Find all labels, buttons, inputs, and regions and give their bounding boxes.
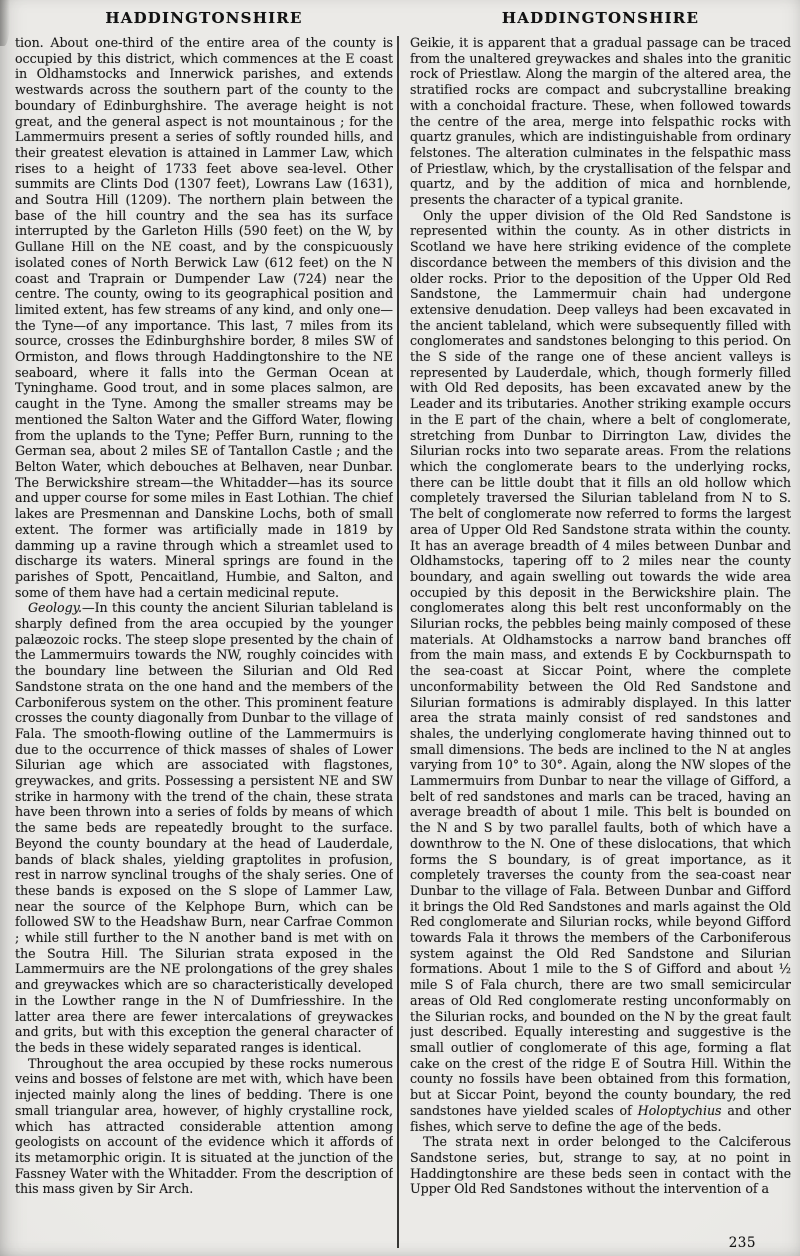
paragraph xyxy=(410,35,791,208)
text-run: —In this county the ancient Silurian tableland is sharply defined from the area occupied by the younger palæozoic rocks. The steep slope presented by the chain of the Lammermuirs towards the NW, roughly coincides with the boundary line between the Silurian and Old Red Sandstone strata on the one hand and the members of the Carboniferous system on the other. This prominent feature crosses the county diagonally from Dunbar to the village of Fala. The smooth-flowing outline of the Lammermuirs is due to the occurrence of thick masses of shales of Lower Silurian age which are associated with flagstones, greywackes, and grits. Possessing a persistent NE and SW strike in harmony with the trend of the chain, these strata have been thrown into a series of folds by means of which the same beds are repeatedly brought to the surface. Beyond the county boundary at the head of Lauderdale, bands of black shales, yielding graptolites in profusion, rest in narrow synclinal troughs of the shaly series. One of these bands is exposed on the S slope of Lammer Law, near the source of the Kelphope Burn, which can be followed SW to the Headshaw Burn, near Carfrae Common ; while still further to the N another band is met with on the Soutra Hill. The Silurian strata exposed in the Lammermuirs are the NE prolongations of the grey shales and greywackes which are so characteristically developed in the Lowther range in the N of Dumfriesshire. In the latter area there are fewer intercalations of greywackes and grits, but with this exception the general character of the beds in these widely separated ranges is identical. xyxy=(15,600,393,1055)
paragraph xyxy=(15,600,393,1055)
paragraph xyxy=(15,1056,393,1197)
italic-text-run: Geology. xyxy=(28,600,83,616)
column-divider-rule xyxy=(397,36,399,1248)
left-column xyxy=(15,9,393,1244)
right-column-body xyxy=(410,35,791,1197)
text-run: and other fishes, which serve to define the age of the beds. xyxy=(410,1102,791,1134)
text-run: tion. About one-third of the entire area of the county is occupied by this district, which commences at the E coast in Oldhamstocks and Innerwick parishes, and extends westwards across the southern part of the county to the boundary of Edinburghshire. The average height is not great, and the general aspect is not mountainous ; for the Lammermuirs present a series of softly rounded hills, and their greatest elevation is attained in Lammer Law, which rises to a height of 1733 feet above sea-level. Other summits are Clints Dod (1307 feet), Lowrans Law (1631), and Soutra Hill (1209). The northern plain between the base of the hill country and the sea has its surface interrupted by the Garleton Hills (590 feet) on the W, by Gullane Hill on the NE coast, and by the conspicuously isolated cones of North Berwick Law (612 feet) on the N coast and Traprain or Dumpender Law (724) near the centre. The county, owing to its geographical position and limited extent, has few streams of any kind, and only one—the Tyne—of any importance. This last, 7 miles from its source, crosses the Edinburghshire border, 8 miles SW of Ormiston, and flows through Haddingtonshire to the NE seaboard, where it falls into the German Ocean at Tyninghame. Good trout, and in some places salmon, are caught in the Tyne. Among the smaller streams may be mentioned the Salton Water and the Gifford Water, flowing from the uplands to the Tyne; Peffer Burn, running to the German sea, about 2 miles SE of Tantallon Castle ; and the Belton Water, which debouches at Belhaven, near Dunbar. The Berwickshire stream—the Whitadder—has its source and upper course for some miles in East Lothian. The chief lakes are Presmennan and Danskine Lochs, both of small extent. The former was artificially made in 1819 by damming up a ravine through which a streamlet used to discharge its waters. Mineral springs are found in the parishes of Spott, Pencaitland, Humbie, and Salton, and some of them have had a certain medicinal repute. xyxy=(15,35,393,600)
running-head-right: HADDINGTONSHIRE xyxy=(501,9,700,27)
paragraph xyxy=(410,1134,791,1197)
right-column xyxy=(410,9,791,1244)
text-run: Only the upper division of the Old Red Sandstone is represented within the county. As in other districts in Scotland we have here striking evidence of the complete discordance between the members of this division and the older rocks. Prior to the deposition of the Upper Old Red Sandstone, the Lammermuir chain had undergone extensive denudation. Deep valleys had been excavated in the ancient tableland, which were subsequently filled with conglomerates and sandstones belonging to this period. On the S side of the range one of these ancient valleys is represented by Lauderdale, which, though formerly filled with Old Red deposits, has been excavated anew by the Leader and its tributaries. Another striking example occurs in the E part of the chain, where a belt of conglomerate, stretching from Dunbar to Dirrington Law, divides the Silurian rocks into two separate areas. From the relations which the conglomerate bears to the underlying rocks, there can be little doubt that it fills an old hollow which completely traversed the Silurian tableland from N to S. The belt of conglomerate now referred to forms the largest area of Upper Old Red Sandstone strata within the county. It has an average breadth of 4 miles between Dunbar and Oldhamstocks, tapering off to 2 miles near the county boundary, and again swelling out towards the wide area occupied by this deposit in the Berwickshire plain. The conglomerates along this belt rest unconformably on the Silurian rocks, the pebbles being mainly composed of these materials. At Oldhamstocks a narrow band branches off from the main mass, and extends E by Cockburnspath to the sea-coast at Siccar Point, where the complete unconformability between the Old Red Sandstone and Silurian formations is admirably displayed. In this latter area the strata mainly consist of red sandstones and shales, the underlying conglomerate having thinned out to small dimensions. The beds are inclined to the N at angles varying from 10° to 30°. Again, along the NW slopes of the Lammermuirs from Dunbar to near the village of Gifford, a belt of red sandstones and marls can be traced, having an average breadth of about 1 mile. This belt is bounded on the N and S by two parallel faults, both of which have a downthrow to the N. One of these dislocations, that which forms the S boundary, is of great importance, as it completely traverses the county from the sea-coast near Dunbar to the village of Fala. Between Dunbar and Gifford it brings the Old Red Sandstones and marls against the Old Red conglomerate and Silurian rocks, while beyond Gifford towards Fala it throws the members of the Carboniferous system against the Old Red Sandstone and Silurian formations. About 1 mile to the S of Gifford and about ½ mile S of Fala church, there are two small semicircular areas of Old Red conglomerate resting unconformably on the Silurian rocks, and bounded on the N by the great fault just described. Equally interesting and suggestive is the small outlier of conglomerate of this age, forming a flat cake on the crest of the ridge E of Soutra Hill. Within the county no fossils have been obtained from this formation, but at Siccar Point, beyond the county boundary, the red sandstones have yielded scales of xyxy=(410,207,791,1118)
page-number: 235 xyxy=(728,1235,756,1251)
text-run: Geikie, it is apparent that a gradual passage can be traced from the unaltered greywackes and shales into the granitic rock of Priestlaw. Along the margin of the altered area, the stratified rocks are compact and subcrystalline breaking with a conchoidal fracture. These, when followed towards the centre of the area, merge into felspathic rocks with quartz granules, which are indistinguishable from ordinary felstones. The alteration culminates in the felspathic mass of Priestlaw, which, by the crystallisation of the felspar and quartz, and by the addition of mica and hornblende, presents the character of a typical granite. xyxy=(410,35,791,208)
paragraph xyxy=(15,35,393,600)
text-run: Throughout the area occupied by these rocks numerous veins and bosses of felstone are met with, which have been injected mainly along the lines of bedding. There is one small triangular area, however, of highly crystalline rock, which has attracted considerable attention among geologists on account of the evidence which it affords of its metamorphic origin. It is situated at the junction of the Fassney Water with the Whitadder. From the description of this mass given by Sir Arch. xyxy=(15,1055,393,1197)
running-head-left: HADDINGTONSHIRE xyxy=(105,9,303,27)
italic-text-run: Holoptychius xyxy=(637,1102,722,1118)
text-run: The strata next in order belonged to the Calciferous Sandstone series, but, strange to say, at no point in Haddingtonshire are these beds seen in contact with the Upper Old Red Sandstones without the intervention of a xyxy=(410,1134,791,1197)
left-column-body xyxy=(15,35,393,1197)
paragraph xyxy=(410,208,791,1134)
